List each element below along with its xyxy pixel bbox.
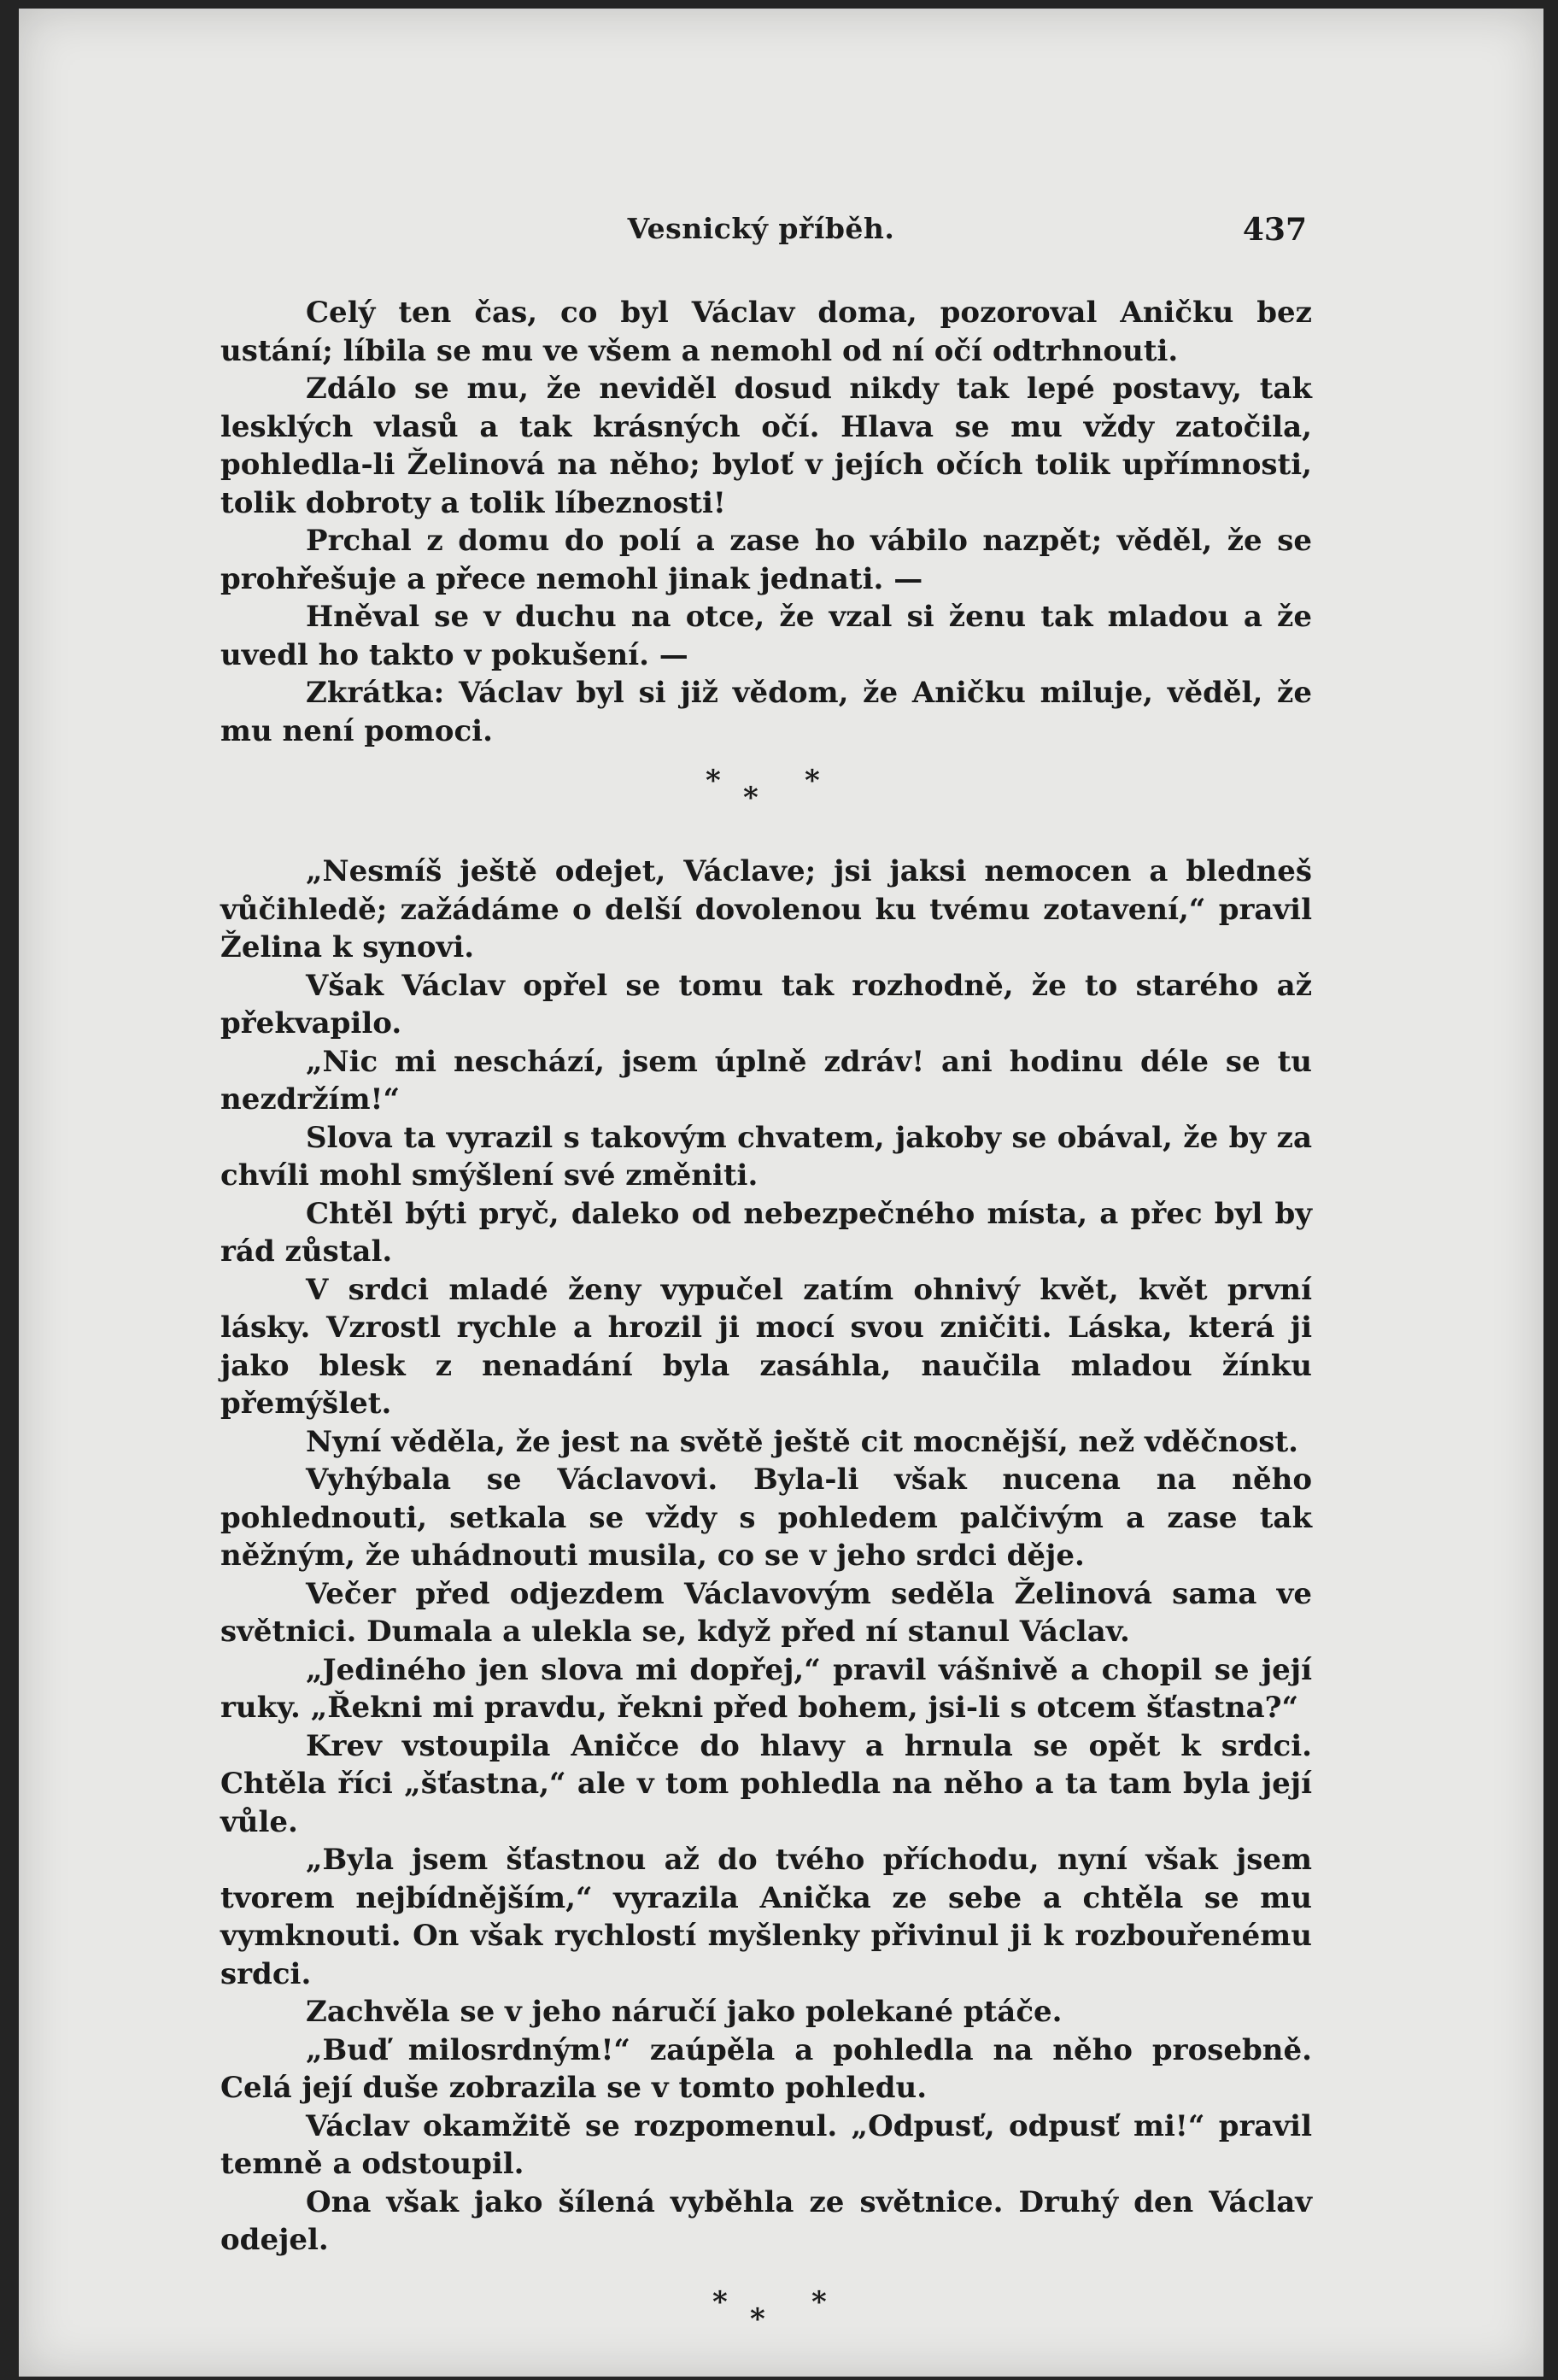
paragraph: Vyhýbala se Václavovi. Byla-li však nucena na něho pohlednouti, setkala se vždy s pohledem palčivým a zase tak něžným, že uhádnouti musila, co se v jeho srdci děje. [220,1463,1312,1573]
running-title: Vesnický příběh. [627,212,895,245]
paragraph: V srdci mladé ženy vypučel zatím ohnivý květ, květ první lásky. Vzrostl rychle a hrozil ji mocí svou zničiti. Láska, která ji jako blesk z nenadání byla zasáhla, naučila mladou žínku přemýšlet. [220,1272,1312,1421]
paragraph: Krev vstoupila Aničce do hlavy a hrnula se opět k srdci. Chtěla říci „šťastna,“ ale v tom pohledla na něho a ta tam byla její vůle. [220,1728,1312,1839]
asterism-star: * [750,2301,765,2336]
paragraph: Zkrátka: Václav byl si již vědom, že Aničku miluje, věděl, že mu není pomoci. [220,676,1312,748]
paragraph: Slova ta vyrazil s takovým chvatem, jakoby se obával, že by za chvíli mohl smýšlení své změniti. [220,1120,1312,1193]
asterism-star: * [811,2284,827,2319]
paragraph: Hněval se v duchu na otce, že vzal si ženu tak mladou a že uvedl ho takto v pokušení. — [220,600,1312,672]
asterism-star: * [743,781,758,815]
section-break [220,2260,1312,2360]
asterism-star: * [712,2284,728,2319]
asterism-star: * [706,764,721,798]
page-header [215,212,1307,255]
paragraph: Nyní věděla, že jest na světě ještě cit mocnější, než vděčnost. [306,1424,1298,1459]
paragraph: Zachvěla se v jeho náručí jako polekané ptáče. [306,1995,1063,2029]
paragraph: „Byla jsem šťastnou až do tvého příchodu, nyní však jsem tvorem nejbídnějším,“ vyrazila Anička ze sebe a chtěla se mu vymknouti. On však rychlostí myšlenky přivinul ji k rozbouřenému srdci. [220,1843,1312,1991]
paragraph: Prchal z domu do polí a zase ho vábilo nazpět; věděl, že se prohřešuje a přece nemohl jinak jednati. — [220,524,1312,596]
asterism-star: * [805,764,820,798]
paragraph: Ona však jako šílená vyběhla ze světnice. Druhý den Václav odejel. [220,2184,1312,2257]
body-text [220,294,1312,2360]
paragraph: Chtěl býti pryč, daleko od nebezpečného místa, a přec byl by rád zůstal. [220,1196,1312,1269]
paragraph: Zdálo se mu, že neviděl dosud nikdy tak lepé postavy, tak lesklých vlasů a tak krásných očí. Hlava se mu vždy zatočila, pohledla-li Želinová na něho; byloť v jejích očích tolik upřímnosti, tolik dobroty a tolik líbeznosti! [220,372,1312,520]
paragraph: „Buď milosrdným!“ zaúpěla a pohledla na něho prosebně. Celá její duše zobrazila se v tomto pohledu. [220,2032,1312,2105]
paragraph: „Nesmíš ještě odejet, Václave; jsi jaksi nemocen a bledneš vůčihledě; zažádáme o delší dovolenou ku tvému zotavení,“ pravil Želina k synovi. [220,854,1312,964]
section-break [220,750,1312,853]
paragraph: Celý ten čas, co byl Václav doma, pozoroval Aničku bez ustání; líbila se mu ve všem a nemohl od ní očí odtrhnouti. [220,296,1312,368]
paragraph: „Nic mi neschází, jsem úplně zdráv! ani hodinu déle se tu nezdržím!“ [220,1044,1312,1117]
paragraph: „Jediného jen slova mi dopřej,“ pravil vášnivě a chopil se její ruky. „Řekni mi pravdu, řekni před bohem, jsi-li s otcem šťastna?“ [220,1652,1312,1725]
book-page [19,9,1543,2377]
paragraph: Však Václav opřel se tomu tak rozhodně, že to starého až překvapilo. [220,968,1312,1041]
page-number: 437 [1242,212,1307,248]
paragraph: Večer před odjezdem Václavovým seděla Želinová sama ve světnici. Dumala a ulekla se, když před ní stanul Václav. [220,1576,1312,1649]
paragraph: Václav okamžitě se rozpomenul. „Odpusť, odpusť mi!“ pravil temně a odstoupil. [220,2108,1312,2181]
